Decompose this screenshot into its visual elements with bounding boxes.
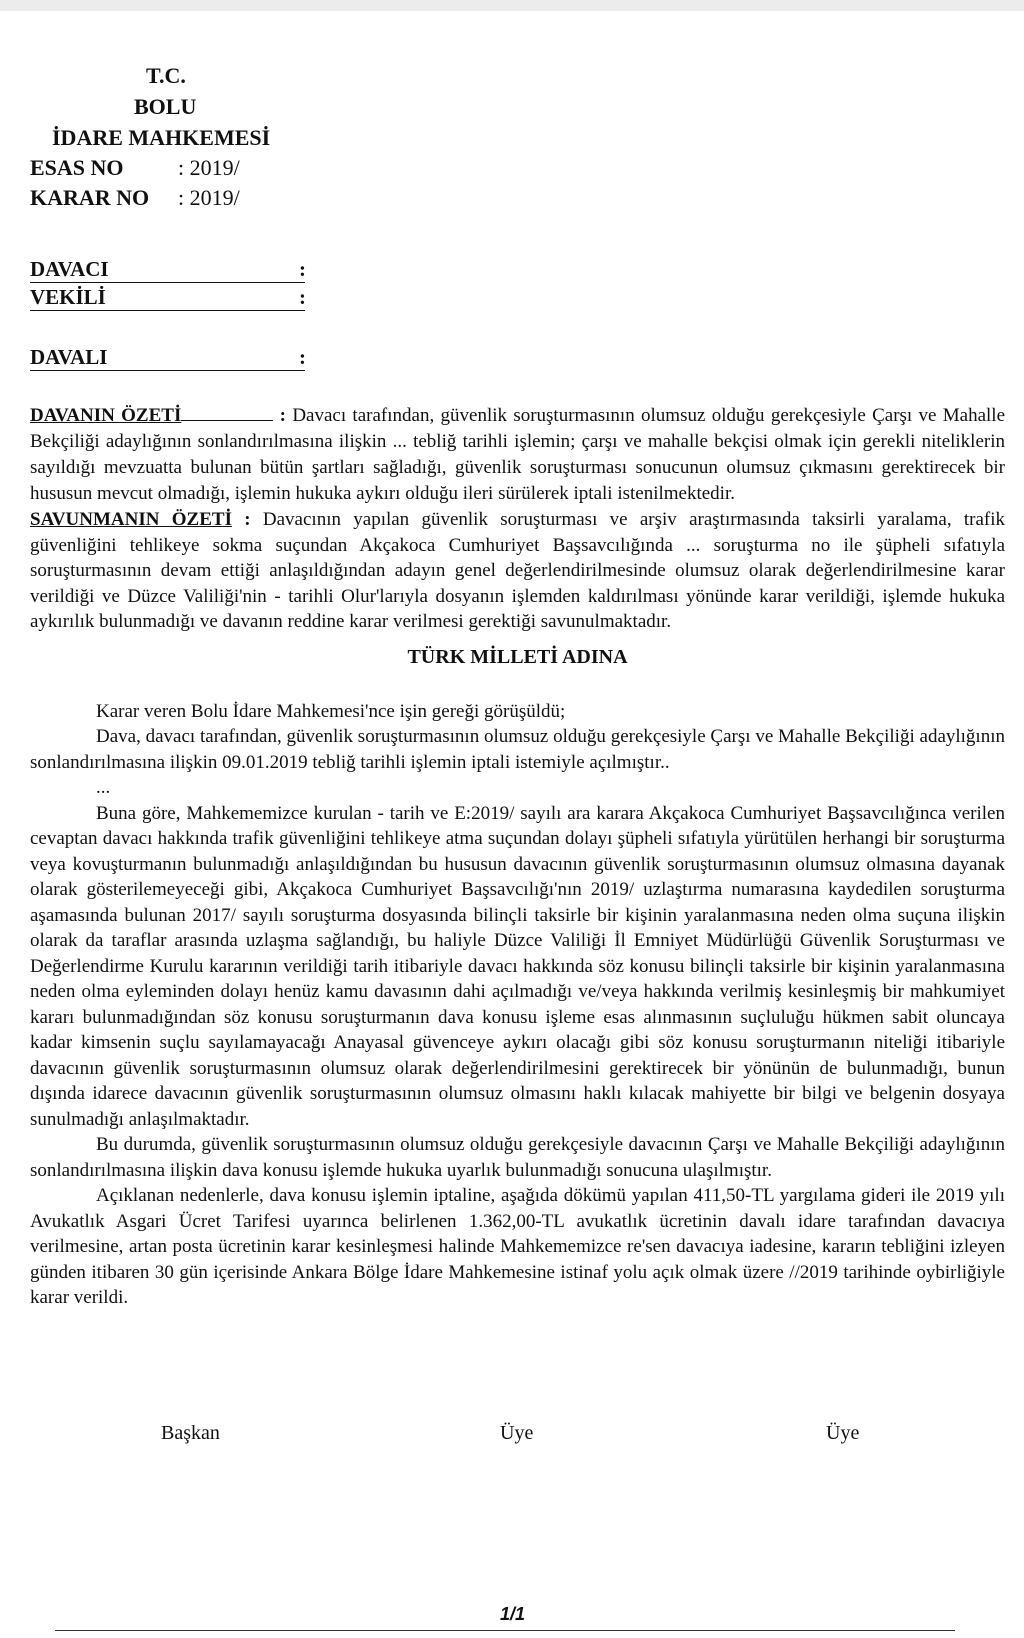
karar-no-value: : 2019/ [178, 185, 240, 210]
case-summary [30, 403, 1005, 507]
karar-no-label: KARAR NO [30, 185, 150, 210]
paragraph-1: Karar veren Bolu İdare Mahkemesi'nce işin gereği görüşüldü; [96, 700, 566, 722]
header-city: BOLU [134, 94, 197, 119]
plaintiff-block [30, 257, 1005, 311]
defendant-block [30, 345, 1005, 371]
paragraph-5: Bu durumda, güvenlik soruşturmasının olumsuz olduğu gerekçesiyle davacının Çarşı ve Mahalle Bekçiliği adaylığının sonlandırılmasına ilişkin dava konusu işlemde hukuka uyarlık bulunmadığı sonucuna ulaşılmıştır. [30, 1134, 1005, 1181]
paragraph-4: Buna göre, Mahkememizce kurulan - tarih ve E:2019/ sayılı ara karara Akçakoca Cumhuriyet Başsavcılığınca verilen cevaptan davacı hakkında trafik güvenliğini tehlikeye atma suçundan dolayı şüpheli sıfatıyla yürütülen herhangi bir soruşturma veya kovuşturmanın bulunmadığı anlaşıldığından bu hususun davacının güvenlik soruşturmasının olumsuz olmasına dayanak olarak gösterilemeyeceği gibi, Akçakoca Cumhuriyet Başsavcılığı'nın 2019/ uzlaştırma numarasına kaydedilen soruşturma aşamasında bulunan 2017/ sayılı soruşturma dosyasında bilinçli taksirle bir kişinin yaralanmasına neden olma suçuna ilişkin olarak da taraflar arasında uzlaşma sağlandığı, bu haliyle Düzce Valiliği İl Emniyet Müdürlüğü Güvenlik Soruşturması ve Değerlendirme Kurulu kararının verildiği tarih itibariyle davacı hakkında söz konusu bilinçli taksirle bir kişinin yaralanmasına neden olma eyleminden dolayı henüz kamu davasının dahi açılmadığı ve/veya hakkında verilmiş kesinleşmiş bir mahkumiyet kararı bulunmadığından söz konusu soruşturmanın dava konusu işleme esas alınmasının suçluluğu hükmen sabit oluncaya kadar kimsenin suçlu sayılamayacağı Anayasal güvenceye aykırı olacağı gibi söz konusu soruşturmanın niteliği itibariyle davacının güvenlik soruşturmasının olumsuz olarak değerlendirilmesini gerektirecek bir yönünün de bulunmadığı, bunun dışında idarece davacının güvenlik soruşturmasının olumsuz olmasını haklı kılacak mahiyette bir bilgi ve belgenin dosyaya sunulmadığı anlaşılmaktadır. [30, 802, 1005, 1130]
paragraph-2: Dava, davacı tarafından, güvenlik soruşturmasının olumsuz olduğu gerekçesiyle Çarşı ve Mahalle Bekçiliği adaylığının sonlandırılmasına ilişkin 09.01.2019 tebliğ tarihli işlemin iptali istemiyle açılmıştır.. [30, 726, 1005, 773]
signature-uye-2: Üye [826, 1422, 860, 1444]
case-summary-colon: : [279, 405, 286, 426]
party-davali-colon: : [299, 345, 306, 369]
top-bar [0, 0, 1024, 11]
karar-no-row [30, 183, 1005, 213]
case-summary-text: Davacı tarafından, güvenlik soruşturmasının olumsuz olduğu gerekçesiyle Çarşı ve Mahalle Bekçiliği adaylığının sonlandırılmasına ilişkin ... tebliğ tarihli işlemin; çarşı ve mahalle bekçisi olmak için gerekli niteliklerin sayıldığı mevzuatta bulunan bütün şartları sağladığı, güvenlik soruşturması sonucunun olumsuz çıkmasını gerektirecek bir hususun mevcut olmadığı, işlemin hukuka aykırı olduğu ileri sürülerek iptali istenilmektedir. [30, 405, 1006, 504]
party-vekili-colon: : [299, 285, 306, 309]
party-davali-label: DAVALI [30, 345, 108, 369]
party-vekili [30, 285, 305, 311]
party-davaci [30, 257, 305, 283]
paragraph-3: ... [96, 777, 111, 798]
defense-summary-colon: : [244, 509, 251, 530]
verdict-title: TÜRK MİLLETİ ADINA [407, 645, 628, 668]
page-number: 1/1 [500, 1604, 526, 1624]
header-court-name: İDARE MAHKEMESİ [52, 125, 271, 150]
court-header [30, 60, 1005, 213]
defense-summary [30, 507, 1005, 635]
case-summary-heading: DAVANIN ÖZETİ [30, 405, 182, 426]
esas-no-label: ESAS NO [30, 155, 124, 180]
defense-summary-heading: SAVUNMANIN ÖZETİ [30, 509, 232, 530]
party-davaci-colon: : [299, 257, 306, 281]
party-davali [30, 345, 305, 371]
esas-no-row [30, 153, 1005, 183]
defense-summary-text: Davacının yapılan güvenlik soruşturması ve arşiv araştırmasında taksirli yaralama, trafik güvenliğini tehlikeye sokma suçundan Akçakoca Cumhuriyet Başsavcılığında ... soruşturma no ile şüpheli sıfatıyla soruşturmasının devam ettiği anlaşıldığından adayın genel değerlendirilmesinde olumsuz olarak değerlendirilmesine karar verildiği ve Düzce Valiliği'nin - tarihli Olur'larıyla dosyanın işlemden kaldırılması yönünde karar verildiği, işlemde hukuka aykırılık bulunmadığı ve davanın reddine karar verilmesi gerektiği savunulmaktadır. [30, 509, 1006, 632]
esas-no-value: : 2019/ [178, 155, 240, 180]
signature-baskan: Başkan [161, 1422, 220, 1444]
party-vekili-label: VEKİLİ [30, 285, 106, 309]
paragraph-6: Açıklanan nedenlerle, dava konusu işlemin iptaline, aşağıda dökümü yapılan 411,50-TL yargılama gideri ile 2019 yılı Avukatlık Asgari Ücret Tarifesi uyarınca belirlenen 1.362,00-TL avukatlık ücretinin davalı idare tarafından davacıya verilmesine, artan posta ücretinin karar kesinleşmesi halinde Mahkememizce re'sen davacıya iadesine, kararın tebliğini izleyen günden itibaren 30 gün içerisinde Ankara Bölge İdare Mahkemesine istinaf yolu açık olmak üzere //2019 tarihinde oybirliğiyle karar verildi. [30, 1185, 1005, 1308]
footer-divider [55, 1630, 955, 1631]
signature-uye-1: Üye [500, 1422, 534, 1444]
party-davaci-label: DAVACI [30, 257, 109, 281]
header-tc: T.C. [146, 63, 186, 88]
document-page [30, 60, 1005, 1311]
case-summary-underline [181, 410, 273, 421]
